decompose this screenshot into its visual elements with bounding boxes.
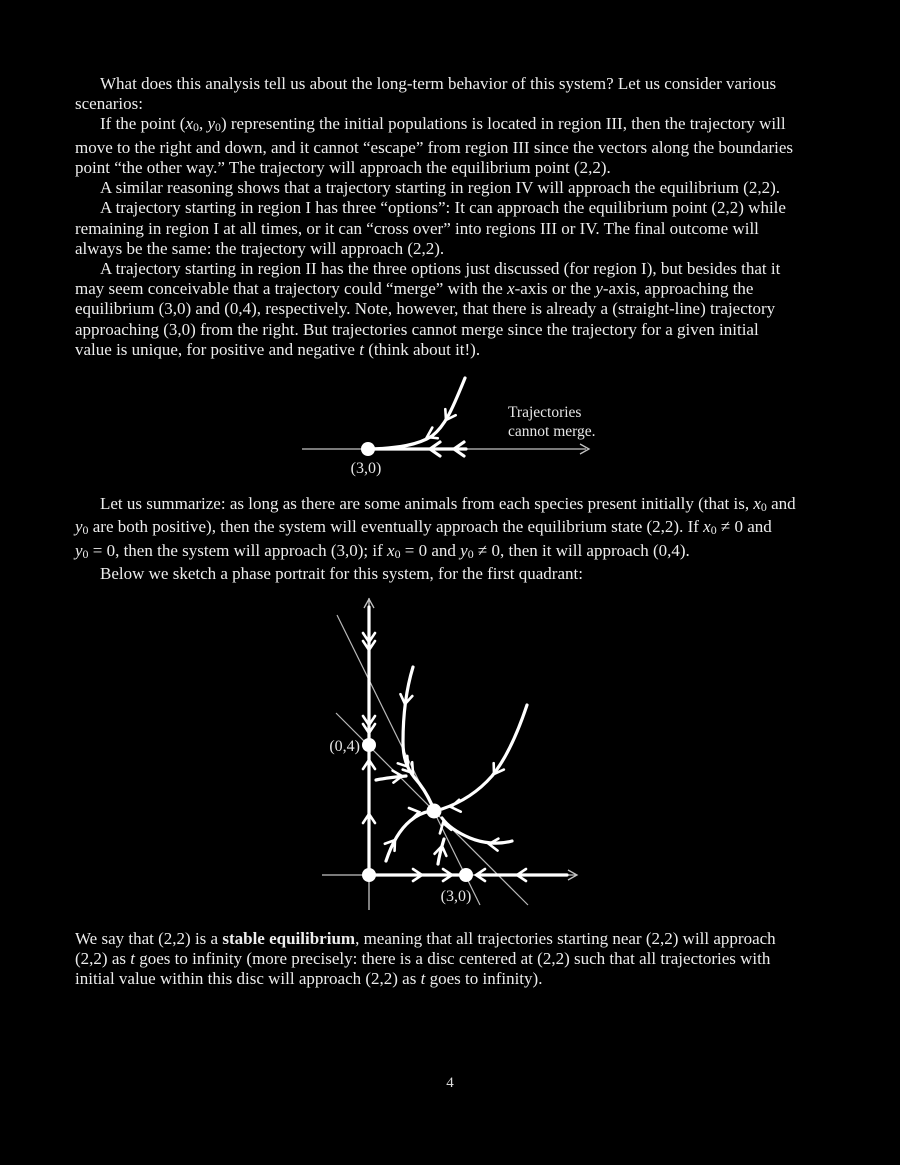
text-block-top: [75, 74, 840, 360]
text-segment: If the point (: [100, 114, 186, 134]
text-segment: A trajectory starting in region II has the three options just discussed (for region I), but besides that it: [100, 258, 781, 278]
text-line: [75, 279, 840, 299]
point-3-0-label: (3,0): [440, 888, 472, 905]
text-segment: x: [703, 517, 711, 537]
text-segment: What does this analysis tell us about the long-term behavior of this system? Let us consider various: [100, 74, 777, 93]
point-0-4-label: (0,4): [329, 738, 360, 755]
trajectory-from-right: [442, 818, 512, 843]
text-segment: goes to infinity (more precisely: there is a disc centered at (2,2) such that all trajectories with: [134, 949, 771, 969]
text-segment: x: [753, 494, 761, 513]
text-segment: are both positive), then the system will eventually approach the equilibrium state (2,2). If: [88, 517, 704, 537]
text-segment: value is unique, for positive and negative: [75, 339, 360, 359]
text-segment: remaining in region I at all times, or it can “cross over” into regions III or IV. The final outcome will: [75, 218, 759, 238]
text-segment: Below we sketch a phase portrait for this system, for the first quadrant:: [100, 564, 583, 584]
text-line: [75, 949, 840, 969]
text-line: [75, 541, 840, 564]
text-line: [75, 239, 840, 259]
text-segment: always be the same: the trajectory will approach (2,2).: [75, 238, 445, 258]
point-3-0-dot: [459, 868, 473, 882]
text-segment: A trajectory starting in region I has three “options”: It can approach the equilibrium point (2,2) while: [100, 198, 786, 218]
equilibrium-2-2-dot: [427, 804, 442, 819]
text-segment: ) representing the initial populations is located in region III, then the trajectory will: [220, 114, 786, 134]
text-line: [75, 320, 840, 340]
text-segment: = 0 and: [400, 540, 461, 560]
figure-caption-line2: cannot merge.: [508, 423, 596, 440]
text-segment: t: [420, 969, 426, 989]
text-segment: y: [460, 540, 468, 560]
text-segment: t: [130, 949, 135, 969]
text-segment: 0: [710, 523, 717, 538]
text-segment: point “the other way.” The trajectory will approach the equilibrium point (2,2).: [75, 157, 611, 177]
text-segment: 0: [215, 120, 221, 135]
text-line: [75, 494, 840, 517]
text-segment: We say that (2,2) is a: [75, 929, 223, 948]
text-line: [75, 299, 840, 319]
text-segment: ≠ 0 and: [716, 517, 772, 537]
paragraph-p4: [75, 198, 840, 259]
text-line: [75, 517, 840, 540]
text-block-middle: [75, 494, 840, 584]
text-segment: 0: [394, 546, 401, 561]
text-line: [75, 178, 840, 198]
text-segment: ≠ 0, then it will approach (0,4).: [473, 540, 690, 560]
figure-caption-line1: Trajectories: [508, 404, 582, 421]
arrowhead-icon: [409, 806, 420, 820]
text-segment: -axis or the: [514, 279, 596, 299]
text-segment: scenarios:: [75, 94, 143, 114]
text-segment: t: [359, 339, 364, 359]
trajectory-from-bottom-left: [386, 811, 431, 861]
point-3-0-label: (3,0): [350, 460, 382, 477]
text-segment: A similar reasoning shows that a trajectory starting in region IV will approach the equilibrium (2,2).: [100, 178, 780, 198]
text-segment: equilibrium (3,0) and (0,4), respectively. Note, however, that there is already a (straight-line) trajectory: [75, 299, 776, 319]
text-segment: stable equilibrium: [222, 929, 356, 948]
text-segment: may seem conceivable that a trajectory could “merge” with the: [75, 279, 508, 299]
text-segment: x: [185, 114, 193, 134]
paragraph-p7: [75, 564, 840, 584]
text-line: [75, 259, 840, 279]
text-line: [75, 929, 840, 949]
text-segment: (think about it!).: [363, 339, 481, 359]
text-segment: and: [766, 494, 796, 513]
text-line: [75, 969, 840, 989]
text-line: [75, 198, 840, 218]
text-segment: initial value within this disc will approach (2,2) as: [75, 969, 421, 989]
point-0-4-dot: [362, 738, 376, 752]
text-segment: = 0, then the system will approach (3,0); if: [88, 540, 388, 560]
text-line: [75, 74, 840, 94]
merge-figure: [298, 370, 598, 482]
paragraph-p6: [75, 494, 840, 564]
text-segment: y: [75, 517, 83, 537]
origin-dot: [362, 868, 376, 882]
paragraph-p1: [75, 74, 840, 114]
paragraph-p8: [75, 929, 840, 990]
text-segment: goes to infinity).: [425, 969, 543, 989]
text-segment: 0: [193, 120, 199, 135]
text-segment: y: [207, 114, 215, 134]
text-segment: -axis, approaching the: [602, 279, 754, 299]
text-segment: y: [75, 540, 83, 560]
paragraph-p3: [75, 178, 840, 198]
text-line: [75, 138, 840, 158]
text-block-bottom: [75, 929, 840, 990]
text-segment: 0: [82, 523, 89, 538]
paragraph-p5: [75, 259, 840, 360]
phase-portrait-figure: [318, 590, 590, 915]
text-line: [75, 94, 840, 114]
text-segment: 0: [467, 546, 474, 561]
paragraph-p2: [75, 114, 840, 178]
text-segment: x: [507, 279, 515, 299]
page-number: 4: [446, 1075, 454, 1091]
text-segment: (2,2) as: [75, 949, 131, 969]
curved-trajectory: [372, 378, 465, 449]
text-segment: move to the right and down, and it cannot “escape” from region III since the vectors along the boundaries: [75, 137, 794, 157]
text-line: [75, 158, 840, 178]
text-segment: 0: [82, 546, 89, 561]
text-segment: y: [595, 279, 603, 299]
text-line: [75, 114, 840, 137]
text-segment: x: [387, 540, 395, 560]
text-line: [75, 564, 840, 584]
trajectory-from-top-right: [442, 705, 527, 809]
text-segment: Let us summarize: as long as there are some animals from each species present initially (that is,: [100, 494, 754, 513]
text-line: [75, 219, 840, 239]
point-3-0-dot: [361, 442, 375, 456]
text-segment: approaching (3,0) from the right. But trajectories cannot merge since the trajectory for a given initial: [75, 319, 759, 339]
text-segment: , meaning that all trajectories starting near (2,2) will approach: [355, 929, 776, 948]
text-segment: ,: [198, 114, 208, 134]
text-line: [75, 340, 840, 360]
text-segment: 0: [760, 500, 767, 515]
